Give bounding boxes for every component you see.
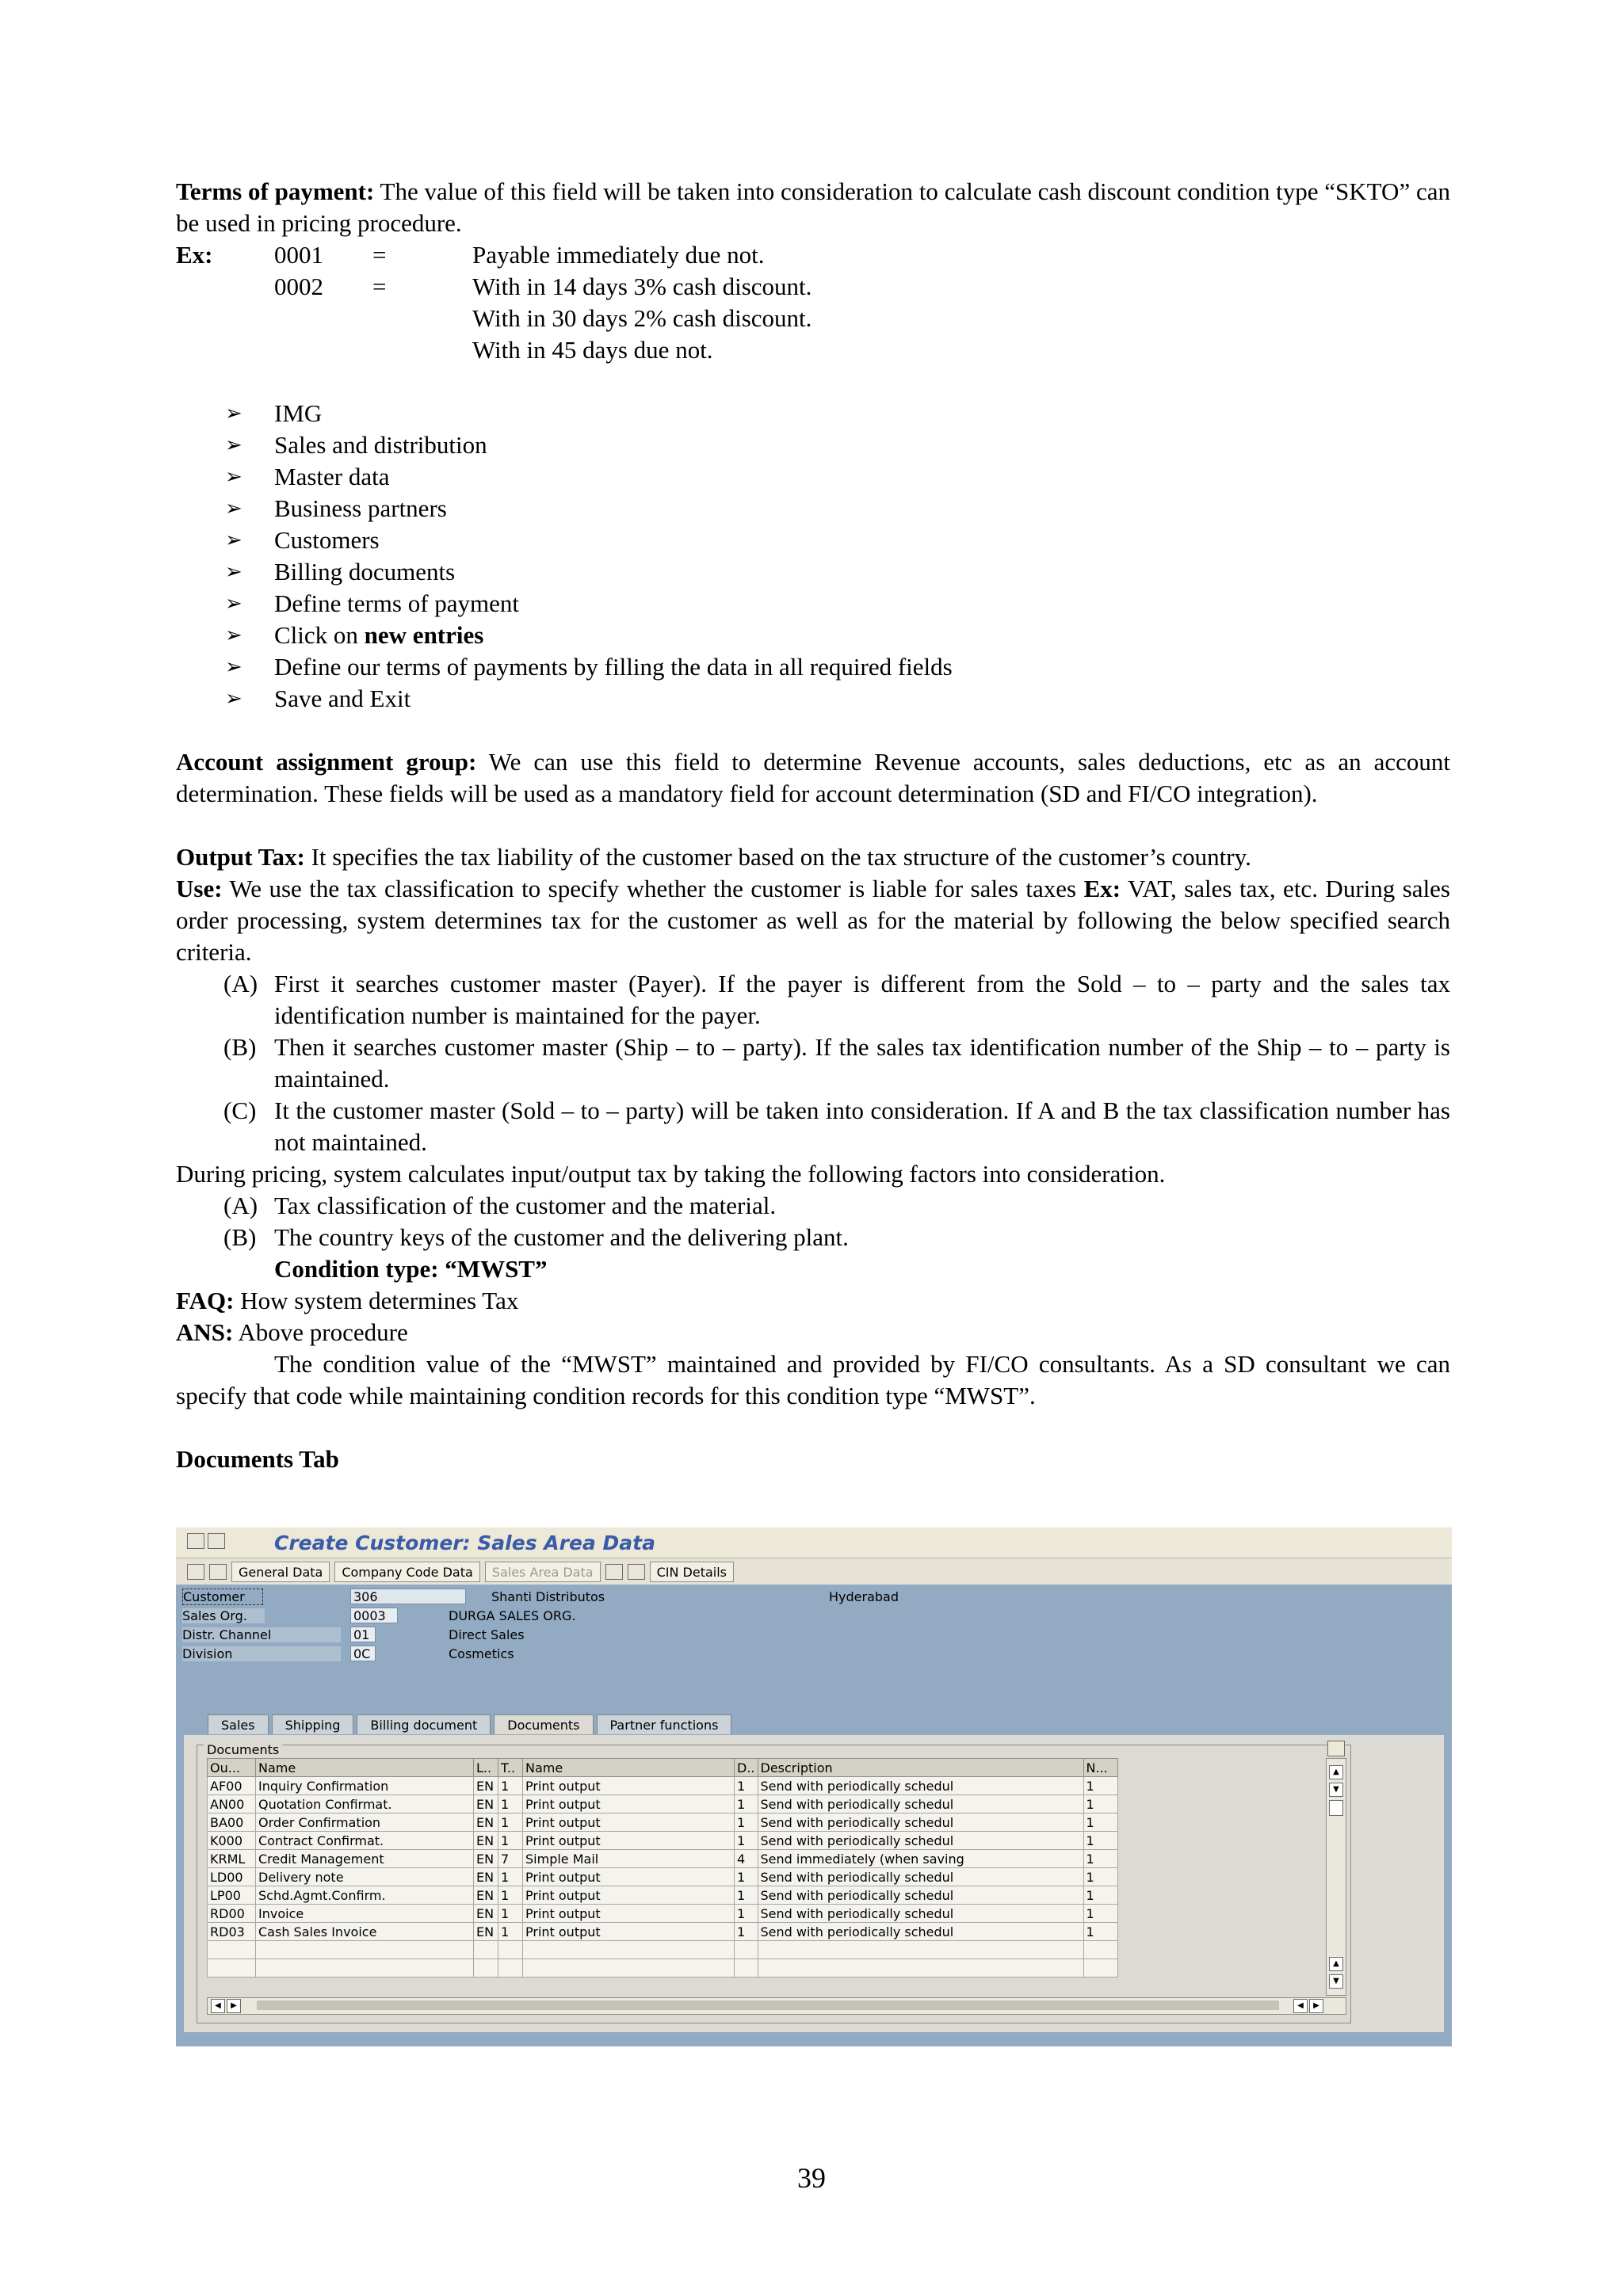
table-cell[interactable]: Delivery note	[256, 1868, 474, 1886]
table-cell[interactable]: 1	[735, 1795, 758, 1814]
table-cell[interactable]: EN	[474, 1814, 498, 1832]
mwst-paragraph: The condition value of the “MWST” maintained and provided by FI/CO consultants. As a SD consultant we can specify that code while maintaining condition records for this condition type “MWST”.	[176, 1350, 1450, 1409]
table-cell[interactable]: EN	[474, 1886, 498, 1905]
display-icon[interactable]	[187, 1564, 204, 1580]
sap-toolbar	[176, 1558, 1452, 1586]
scroll-down-icon[interactable]: ▼	[1329, 1783, 1343, 1797]
column-header[interactable]: Name	[523, 1759, 735, 1777]
example-desc: Payable immediately due not.	[472, 241, 765, 269]
table-cell[interactable]: Credit Management	[256, 1850, 474, 1868]
column-header[interactable]: Name	[256, 1759, 474, 1777]
table-cell[interactable]	[498, 1941, 523, 1959]
division-name: Cosmetics	[449, 1646, 514, 1661]
terms-text: The value of this field will be taken into consideration to calculate cash discount condition type “SKTO” can be used in pricing procedure.	[176, 177, 1450, 237]
table-row[interactable]	[208, 1795, 1118, 1814]
table-cell[interactable]: AF00	[208, 1777, 256, 1795]
table-cell[interactable]: Print output	[523, 1886, 735, 1905]
example-row	[176, 239, 1450, 271]
sales-area-data-button[interactable]: Sales Area Data	[485, 1562, 601, 1582]
menu-path-list	[176, 398, 1450, 715]
table-row[interactable]	[208, 1832, 1118, 1850]
cin-details-button[interactable]: CIN Details	[650, 1562, 734, 1582]
table-cell[interactable]: 1	[498, 1832, 523, 1850]
table-row[interactable]	[208, 1886, 1118, 1905]
table-cell[interactable]: K000	[208, 1832, 256, 1850]
example-eq: =	[372, 241, 387, 269]
vertical-scrollbar[interactable]	[1326, 1758, 1346, 1996]
distr-channel-field[interactable]: 01	[350, 1627, 376, 1642]
example-desc: With in 30 days 2% cash discount.	[472, 304, 812, 332]
sales-org-field[interactable]: 0003	[350, 1608, 398, 1623]
example-row	[176, 271, 1450, 303]
arrow-bullet-icon: ➢	[225, 465, 242, 489]
example-desc: With in 14 days 3% cash discount.	[472, 273, 812, 300]
table-cell[interactable]: Send with periodically schedul	[758, 1868, 1083, 1886]
example-label: Ex:	[176, 241, 213, 269]
division-label: Division	[182, 1646, 341, 1661]
customer-name: Shanti Distributos	[491, 1589, 605, 1604]
table-cell[interactable]	[474, 1941, 498, 1959]
table-cell[interactable]: 1	[735, 1832, 758, 1850]
table-cell[interactable]: 1	[498, 1905, 523, 1923]
table-cell[interactable]: Send with periodically schedul	[758, 1886, 1083, 1905]
list-item: ➢ Define terms of payment	[225, 588, 1450, 620]
table-cell[interactable]: 4	[735, 1850, 758, 1868]
list-item: ➢ IMG	[225, 398, 1450, 429]
documents-panel	[184, 1735, 1444, 2032]
table-header-row	[208, 1759, 1118, 1777]
table-cell[interactable]: Invoice	[256, 1905, 474, 1923]
table-cell[interactable]: 1	[1083, 1832, 1117, 1850]
arrow-bullet-icon: ➢	[225, 592, 242, 616]
faq-line: FAQ: How system determines Tax	[176, 1287, 519, 1314]
table-cell[interactable]	[256, 1959, 474, 1978]
arrow-bullet-icon: ➢	[225, 624, 242, 647]
table-cell[interactable]: Inquiry Confirmation	[256, 1777, 474, 1795]
table-cell[interactable]: 1	[1083, 1868, 1117, 1886]
table-cell[interactable]: Send with periodically schedul	[758, 1832, 1083, 1850]
document-body	[176, 176, 1450, 1475]
table-cell[interactable]: 1	[735, 1868, 758, 1886]
prev-icon[interactable]	[605, 1564, 623, 1580]
distr-channel-name: Direct Sales	[449, 1627, 525, 1642]
scroll-left-icon[interactable]: ◀	[211, 1999, 225, 2013]
table-cell[interactable]: 1	[498, 1777, 523, 1795]
scroll-up-icon[interactable]: ▲	[1329, 1765, 1343, 1779]
list-item: ➢ Master data	[225, 461, 1450, 493]
column-header[interactable]: D..	[735, 1759, 758, 1777]
other-customer-icon[interactable]	[208, 1533, 225, 1549]
list-item: ➢ Billing documents	[225, 556, 1450, 588]
table-cell[interactable]: Print output	[523, 1777, 735, 1795]
list-item: (B) Then it searches customer master (Ship – to – party). If the sales tax identification number of the Ship – to – party is maintained.	[223, 1033, 1450, 1093]
account-group-paragraph: Account assignment group: We can use this field to determine Revenue accounts, sales deductions, etc as an account determination. These fields will be used as a mandatory field for account determination (SD and FI/CO integration).	[176, 748, 1450, 807]
terms-label: Terms of payment:	[176, 177, 375, 205]
table-cell[interactable]: Cash Sales Invoice	[256, 1923, 474, 1941]
condition-type-heading: Condition type: “MWST”	[274, 1255, 548, 1283]
table-row[interactable]	[208, 1814, 1118, 1832]
customer-label: Customer	[182, 1589, 263, 1605]
display-change-icon[interactable]	[187, 1533, 204, 1549]
pricing-paragraph: During pricing, system calculates input/output tax by taking the following factors into consideration.	[176, 1160, 1166, 1188]
table-cell[interactable]: 1	[735, 1905, 758, 1923]
output-table	[207, 1758, 1118, 1978]
list-item: ➢ Save and Exit	[225, 683, 1450, 715]
table-cell[interactable]: Print output	[523, 1923, 735, 1941]
table-cell[interactable]: 1	[735, 1923, 758, 1941]
list-item: ➢ Business partners	[225, 493, 1450, 524]
table-cell[interactable]	[208, 1959, 256, 1978]
table-row[interactable]	[208, 1923, 1118, 1941]
sales-area-header	[176, 1585, 1452, 2046]
terms-paragraph	[176, 176, 1450, 239]
arrow-bullet-icon: ➢	[225, 687, 242, 711]
table-cell[interactable]: 1	[735, 1814, 758, 1832]
table-cell[interactable]: 1	[498, 1868, 523, 1886]
list-item: (A) First it searches customer master (Payer). If the payer is different from the Sold – to – party and the sales tax identification number is maintained for the payer.	[223, 970, 1450, 1029]
table-cell[interactable]: RD03	[208, 1923, 256, 1941]
tab-documents[interactable]: Documents	[494, 1714, 593, 1734]
table-cell[interactable]: 1	[498, 1886, 523, 1905]
table-cell[interactable]: EN	[474, 1850, 498, 1868]
screen-title: Create Customer: Sales Area Data	[274, 1531, 655, 1554]
table-cell[interactable]	[256, 1941, 474, 1959]
example-code: 0001	[274, 241, 323, 269]
table-cell[interactable]: 1	[1083, 1923, 1117, 1941]
list-item: ➢ Customers	[225, 524, 1450, 556]
page-number: 39	[797, 2162, 826, 2194]
scroll-track[interactable]	[257, 2000, 1279, 2010]
scroll-right-icon[interactable]: ▶	[1309, 1999, 1323, 2013]
answer-line: ANS: Above procedure	[176, 1318, 408, 1346]
table-cell[interactable]	[474, 1959, 498, 1978]
table-cell[interactable]	[208, 1941, 256, 1959]
column-header[interactable]: Ou...	[208, 1759, 256, 1777]
table-cell[interactable]: Quotation Confirmat.	[256, 1795, 474, 1814]
table-cell[interactable]: BA00	[208, 1814, 256, 1832]
table-cell[interactable]: 1	[498, 1814, 523, 1832]
list-item: (B) The country keys of the customer and the delivering plant.	[223, 1223, 849, 1251]
arrow-bullet-icon: ➢	[225, 560, 242, 584]
horizontal-scrollbar[interactable]	[207, 1997, 1346, 2015]
tab-partner-functions[interactable]: Partner functions	[597, 1714, 732, 1734]
table-cell[interactable]	[758, 1959, 1083, 1978]
customer-city: Hyderabad	[829, 1589, 899, 1604]
example-row	[176, 334, 1450, 366]
scroll-thumb[interactable]	[1329, 1800, 1343, 1816]
table-cell[interactable]	[523, 1941, 735, 1959]
table-cell[interactable]: Send with periodically schedul	[758, 1814, 1083, 1832]
table-cell[interactable]: 1	[498, 1795, 523, 1814]
distr-channel-label: Distr. Channel	[182, 1627, 341, 1642]
list-item: (A) Tax classification of the customer and the material.	[223, 1192, 777, 1219]
arrow-bullet-icon: ➢	[225, 402, 242, 425]
table-cell[interactable]: EN	[474, 1832, 498, 1850]
arrow-bullet-icon: ➢	[225, 497, 242, 521]
edit-icon[interactable]	[209, 1564, 227, 1580]
table-cell[interactable]: 1	[735, 1886, 758, 1905]
table-cell[interactable]: Print output	[523, 1868, 735, 1886]
table-cell[interactable]: EN	[474, 1795, 498, 1814]
table-cell[interactable]	[758, 1941, 1083, 1959]
example-code: 0002	[274, 273, 323, 300]
table-cell[interactable]: EN	[474, 1777, 498, 1795]
list-item: ➢ Sales and distribution	[225, 429, 1450, 461]
table-cell[interactable]: 1	[1083, 1814, 1117, 1832]
table-cell[interactable]: KRML	[208, 1850, 256, 1868]
table-cell[interactable]: 1	[498, 1923, 523, 1941]
table-cell[interactable]: Send immediately (when saving	[758, 1850, 1083, 1868]
documents-tab-heading: Documents Tab	[176, 1445, 339, 1473]
sap-screenshot	[176, 1527, 1452, 2046]
table-cell[interactable]: 1	[1083, 1777, 1117, 1795]
next-icon[interactable]	[628, 1564, 645, 1580]
column-header[interactable]: T..	[498, 1759, 523, 1777]
table-cell[interactable]: Order Confirmation	[256, 1814, 474, 1832]
table-cell[interactable]: Schd.Agmt.Confirm.	[256, 1886, 474, 1905]
scroll-down-icon[interactable]: ▼	[1329, 1974, 1343, 1989]
table-row[interactable]	[208, 1868, 1118, 1886]
table-cell[interactable]: Print output	[523, 1905, 735, 1923]
table-settings-icon[interactable]	[1327, 1741, 1345, 1756]
table-cell[interactable]: Print output	[523, 1832, 735, 1850]
sales-org-label: Sales Org.	[182, 1608, 265, 1623]
empty-table-row[interactable]	[208, 1959, 1118, 1978]
table-cell[interactable]	[1083, 1959, 1117, 1978]
list-item: ➢ Click on new entries	[225, 620, 1450, 651]
column-header[interactable]: Description	[758, 1759, 1083, 1777]
table-cell[interactable]: 7	[498, 1850, 523, 1868]
arrow-bullet-icon: ➢	[225, 655, 242, 679]
sales-org-name: DURGA SALES ORG.	[449, 1608, 576, 1623]
list-item: ➢ Define our terms of payments by filling the data in all required fields	[225, 651, 1450, 683]
table-cell[interactable]: RD00	[208, 1905, 256, 1923]
division-field[interactable]: 0C	[350, 1646, 376, 1661]
column-header[interactable]: L..	[474, 1759, 498, 1777]
example-eq: =	[372, 273, 387, 300]
table-cell[interactable]: Print output	[523, 1795, 735, 1814]
column-header[interactable]: N...	[1083, 1759, 1117, 1777]
table-cell[interactable]: Send with periodically schedul	[758, 1777, 1083, 1795]
table-cell[interactable]: 1	[1083, 1795, 1117, 1814]
example-row	[176, 303, 1450, 334]
table-cell[interactable]	[498, 1959, 523, 1978]
table-cell[interactable]	[523, 1959, 735, 1978]
scroll-up-icon[interactable]: ▲	[1329, 1957, 1343, 1971]
arrow-bullet-icon: ➢	[225, 528, 242, 552]
table-cell[interactable]: Print output	[523, 1814, 735, 1832]
table-cell[interactable]: Send with periodically schedul	[758, 1795, 1083, 1814]
output-table-body	[208, 1777, 1118, 1978]
table-cell[interactable]: EN	[474, 1868, 498, 1886]
general-data-button[interactable]: General Data	[231, 1562, 330, 1582]
sap-title-bar	[176, 1527, 1452, 1558]
tab-billing-document[interactable]: Billing document	[357, 1714, 491, 1734]
table-cell[interactable]: Send with periodically schedul	[758, 1923, 1083, 1941]
company-code-data-button[interactable]: Company Code Data	[334, 1562, 479, 1582]
scroll-right-icon[interactable]: ▶	[227, 1999, 241, 2013]
tab-shipping[interactable]: Shipping	[272, 1714, 354, 1734]
table-cell[interactable]: Send with periodically schedul	[758, 1905, 1083, 1923]
table-cell[interactable]: Contract Confirmat.	[256, 1832, 474, 1850]
table-cell[interactable]: EN	[474, 1905, 498, 1923]
scroll-left-icon[interactable]: ◀	[1293, 1999, 1308, 2013]
table-cell[interactable]: LD00	[208, 1868, 256, 1886]
table-row[interactable]	[208, 1905, 1118, 1923]
arrow-bullet-icon: ➢	[225, 433, 242, 457]
list-item: (C) It the customer master (Sold – to – party) will be taken into consideration. If A and B the tax classification number has not maintained.	[223, 1097, 1450, 1156]
example-desc: With in 45 days due not.	[472, 336, 713, 364]
table-cell[interactable]	[735, 1959, 758, 1978]
table-cell[interactable]: LP00	[208, 1886, 256, 1905]
table-cell[interactable]	[735, 1941, 758, 1959]
table-row[interactable]	[208, 1777, 1118, 1795]
table-cell[interactable]: 1	[1083, 1905, 1117, 1923]
documents-group-label: Documents	[204, 1742, 282, 1757]
table-cell[interactable]: 1	[735, 1777, 758, 1795]
empty-table-row[interactable]	[208, 1941, 1118, 1959]
table-cell[interactable]: EN	[474, 1923, 498, 1941]
documents-group	[197, 1742, 1351, 2023]
tab-sales[interactable]: Sales	[208, 1714, 269, 1734]
customer-field[interactable]: 306	[350, 1589, 466, 1604]
table-cell[interactable]: AN00	[208, 1795, 256, 1814]
table-cell[interactable]: 1	[1083, 1886, 1117, 1905]
output-tax-paragraph: Output Tax: It specifies the tax liability of the customer based on the tax structure of the customer’s country.	[176, 843, 1251, 871]
use-paragraph: Use: We use the tax classification to specify whether the customer is liable for sales taxes Ex: VAT, sales tax, etc. During sales order processing, system determines tax for the customer as well as for the material by following the below specified search criteria.	[176, 875, 1450, 966]
table-cell[interactable]	[1083, 1941, 1117, 1959]
table-cell[interactable]: 1	[1083, 1850, 1117, 1868]
table-row[interactable]	[208, 1850, 1118, 1868]
table-cell[interactable]: Simple Mail	[523, 1850, 735, 1868]
tab-strip	[208, 1714, 731, 1734]
